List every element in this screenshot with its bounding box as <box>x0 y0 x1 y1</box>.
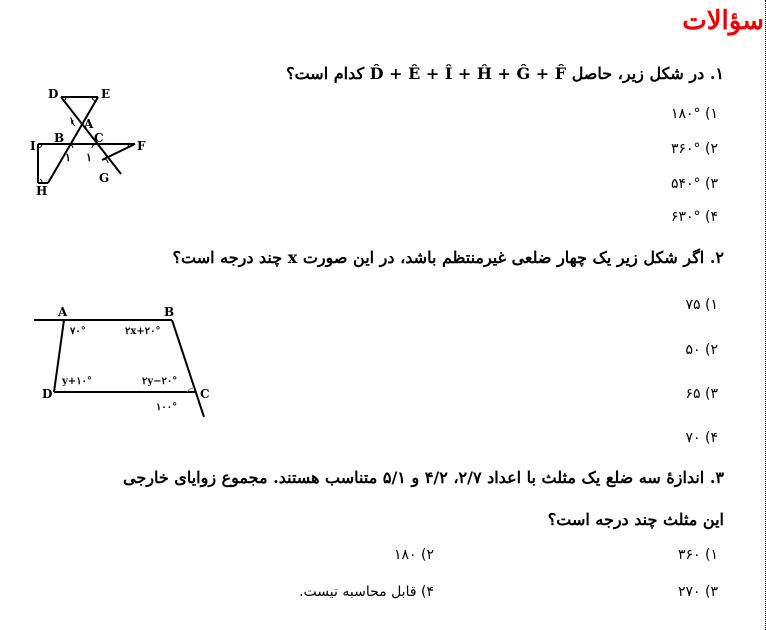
angle-B: ۲x+۲۰° <box>125 326 161 337</box>
option-value: ۳۶۰° <box>670 141 701 157</box>
option-label: ۱) <box>705 106 718 122</box>
option-value: ۱۸۰ <box>393 547 417 563</box>
label-H: H <box>36 184 48 198</box>
option-label: ۲) <box>421 547 434 563</box>
option-value: ۵۴۰° <box>670 176 701 192</box>
label-B: B <box>54 131 65 145</box>
q1-option-1[interactable] <box>671 106 718 122</box>
q2-option-4[interactable] <box>686 430 719 446</box>
angle-D: y+۱۰° <box>62 376 92 387</box>
q3-option-3[interactable] <box>678 584 718 600</box>
figure-quadrilateral <box>30 302 220 422</box>
label-C: C <box>94 131 104 145</box>
q2-option-1[interactable] <box>686 297 719 313</box>
svg-text:۱: ۱ <box>65 151 71 164</box>
option-label: ۳) <box>705 386 718 402</box>
q2-option-2[interactable] <box>686 342 719 358</box>
question-3-line-1 <box>123 468 724 487</box>
q2-option-3[interactable] <box>686 386 719 402</box>
q1-option-4[interactable] <box>671 209 718 225</box>
angle-A: ۷۰° <box>70 326 86 337</box>
figure-star-triangles <box>28 84 153 199</box>
q3-option-4[interactable] <box>299 584 434 600</box>
label-B: B <box>164 305 175 319</box>
label-A: A <box>58 305 68 319</box>
option-label: ۲) <box>705 342 718 358</box>
label-C: C <box>200 387 210 401</box>
question-1 <box>286 64 724 83</box>
label-D: D <box>48 87 59 101</box>
option-label: ۲) <box>705 141 718 157</box>
question-2-number: ۲. <box>709 248 724 267</box>
label-D: D <box>42 387 53 401</box>
angle-C: ۲y−۲۰° <box>142 376 178 387</box>
label-F: F <box>137 139 146 153</box>
option-label: ۴) <box>705 430 718 446</box>
svg-text:۱: ۱ <box>86 151 92 164</box>
label-I: I <box>30 139 36 153</box>
question-1-text-before: در شکل زیر، حاصل <box>571 64 705 83</box>
angle-C-exterior: ۱۰۰° <box>156 402 178 413</box>
option-label: ۱) <box>705 297 718 313</box>
option-value: ۶۵ <box>685 386 701 402</box>
label-A: A <box>84 117 94 131</box>
option-value: قابل محاسبه نیست. <box>299 584 417 600</box>
label-G: G <box>99 171 110 185</box>
option-label: ۱) <box>705 547 718 563</box>
question-3-number: ۳. <box>709 468 724 487</box>
question-3-text-1: اندازهٔ سه ضلع یک مثلث با اعداد ۲/۷، ۴/۲ و ۵/۱ متناسب هستند. مجموع زوایای خارجی <box>123 468 705 487</box>
q3-option-2[interactable] <box>394 547 434 563</box>
q1-option-3[interactable] <box>671 176 718 192</box>
option-label: ۳) <box>705 584 718 600</box>
question-1-expression: D̂ + Ê + Î + Ĥ + Ĝ + F̂ <box>369 64 567 83</box>
section-title: سؤالات <box>682 6 764 36</box>
option-value: ۵۰ <box>685 342 701 358</box>
option-value: ۲۷۰ <box>677 584 701 600</box>
question-1-text-after: کدام است؟ <box>286 64 365 83</box>
question-1-number: ۱. <box>709 64 724 83</box>
option-value: ۷۰ <box>685 430 701 446</box>
question-2 <box>173 248 725 267</box>
option-value: ۶۳۰° <box>670 209 701 225</box>
option-value: ۱۸۰° <box>670 106 701 122</box>
question-3-text-2: این مثلث چند درجه است؟ <box>547 510 724 529</box>
q1-option-2[interactable] <box>671 141 718 157</box>
option-label: ۴) <box>421 584 434 600</box>
option-value: ۷۵ <box>685 297 701 313</box>
question-2-text: اگر شکل زیر یک چهار ضلعی غیرمنتظم باشد، در این صورت x چند درجه است؟ <box>172 248 705 267</box>
option-label: ۳) <box>705 176 718 192</box>
option-label: ۴) <box>705 209 718 225</box>
q3-option-1[interactable] <box>678 547 718 563</box>
svg-text:۱: ۱ <box>69 116 75 127</box>
question-3-line-2 <box>548 510 724 529</box>
label-E: E <box>101 87 111 101</box>
option-value: ۳۶۰ <box>677 547 701 563</box>
